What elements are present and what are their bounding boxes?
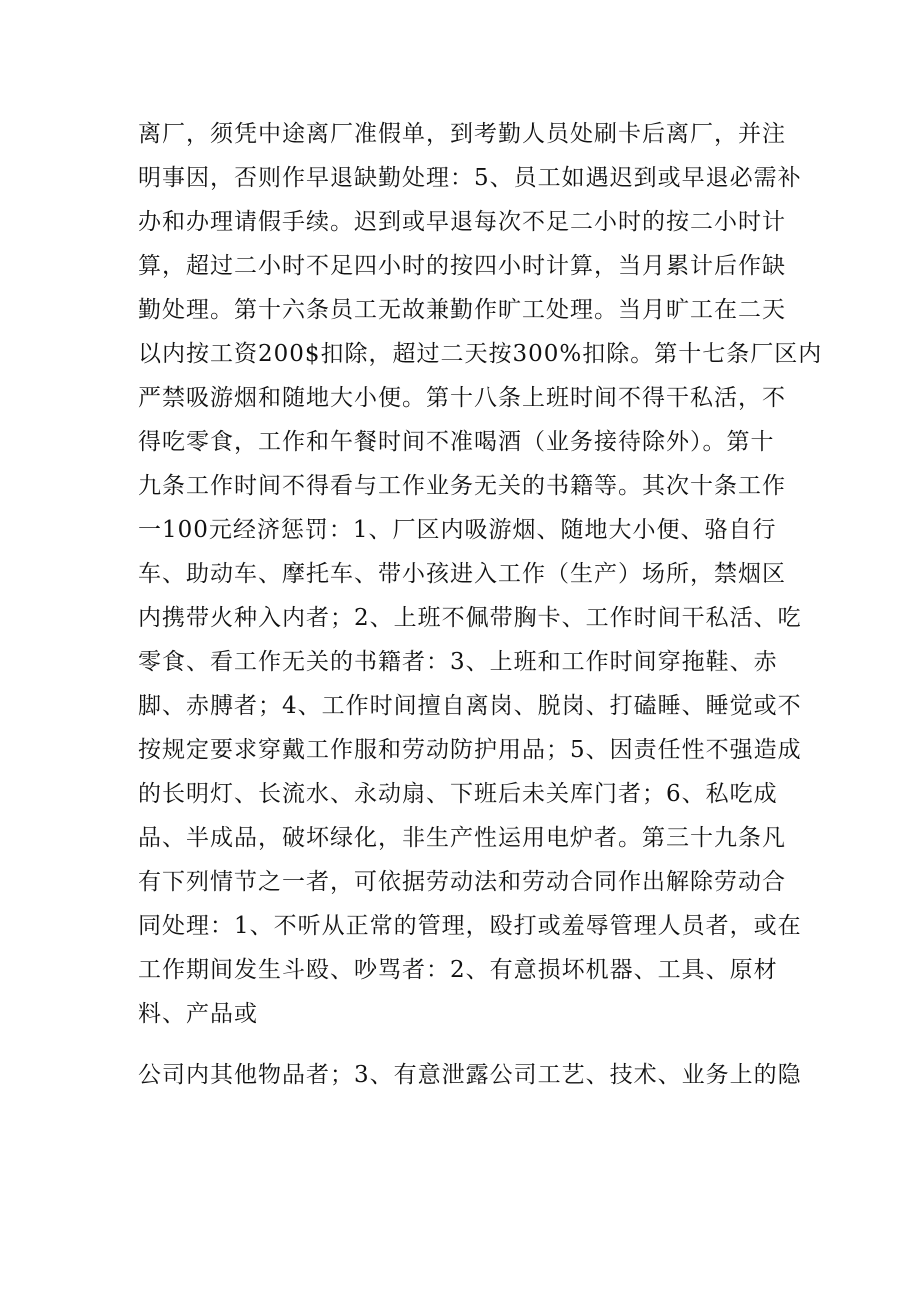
text-line-7: 严禁吸游烟和随地大小便。第十八条上班时间不得干私活，不 (138, 385, 786, 411)
text-line-13: 零食、看工作无关的书籍者：3、上班和工作时间穿拖鞋、赤 (138, 649, 778, 675)
text-line-8: 得吃零食，工作和午餐时间不准喝酒（业务接待除外）。第十 (138, 429, 775, 455)
text-line-18: 有下列情节之一者，可依据劳动法和劳动合同作出解除劳动合 (138, 869, 786, 895)
text-line-22: 公司内其他物品者；3、有意泄露公司工艺、技术、业务上的隐 (138, 1062, 802, 1088)
text-line-20: 工作期间发生斗殴、吵骂者：2、有意损坏机器、工具、原材 (138, 957, 778, 983)
text-line-21: 料、产品或 (138, 1001, 258, 1027)
document-body-text (138, 112, 823, 1097)
paragraph-gap (138, 1036, 788, 1053)
text-line-4: 算，超过二小时不足四小时的按四小时计算，当月累计后作缺 (138, 253, 786, 279)
text-line-17: 品、半成品，破坏绿化，非生产性运用电炉者。第三十九条凡 (138, 825, 786, 851)
text-line-15: 按规定要求穿戴工作服和劳动防护用品；5、因责任性不强造成 (138, 737, 802, 763)
text-line-5: 勤处理。第十六条员工无故兼勤作旷工处理。当月旷工在二天 (138, 297, 786, 323)
text-line-9: 九条工作时间不得看与工作业务无关的书籍等。其次十条工作 (138, 473, 786, 499)
text-line-1: 离厂，须凭中途离厂准假单，到考勤人员处刷卡后离厂，并注 (138, 121, 786, 147)
text-line-6: 以内按工资200$扣除，超过二天按300%扣除。第十七条厂区内 (138, 341, 823, 367)
text-line-3: 办和办理请假手续。迟到或早退每次不足二小时的按二小时计 (138, 209, 786, 235)
text-line-12: 内携带火种入内者；2、上班不佩带胸卡、工作时间干私活、吃 (138, 605, 802, 631)
text-line-11: 车、助动车、摩托车、带小孩进入工作（生产）场所，禁烟区 (138, 561, 786, 587)
text-line-10: 一100元经济惩罚：1、厂区内吸游烟、随地大小便、骆自行 (138, 517, 777, 543)
text-line-16: 的长明灯、长流水、永动扇、下班后未关库门者；6、私吃成 (138, 781, 778, 807)
text-line-19: 同处理：1、不听从正常的管理，殴打或羞辱管理人员者，或在 (138, 913, 802, 939)
text-line-2: 明事因，否则作早退缺勤处理：5、员工如遇迟到或早退必需补 (138, 165, 802, 191)
text-line-14: 脚、赤膊者；4、工作时间擅自离岗、脱岗、打磕睡、睡觉或不 (138, 693, 802, 719)
